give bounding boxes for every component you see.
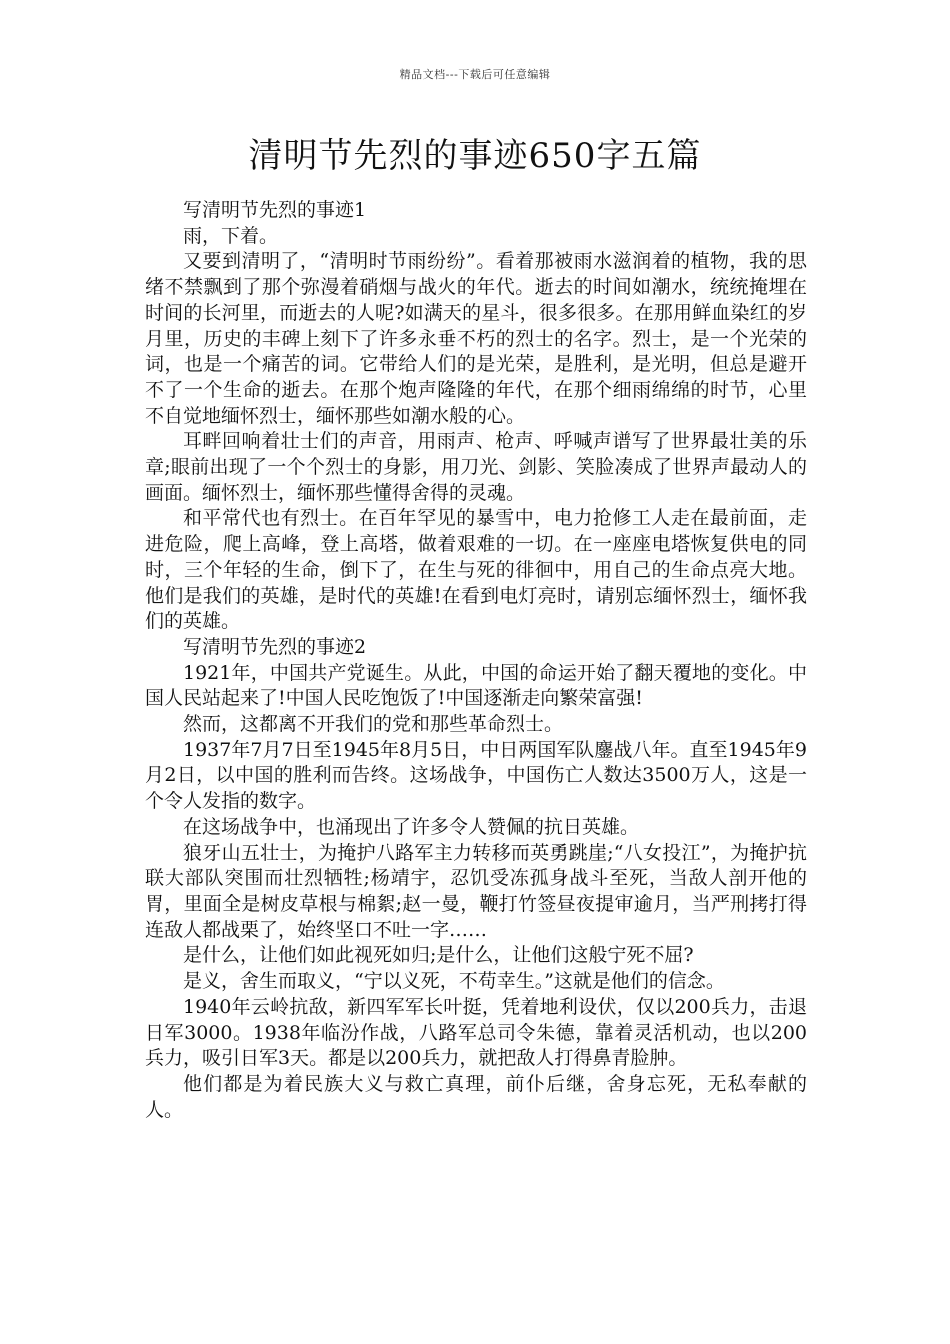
paragraph: 写清明节先烈的事迹2 (183, 635, 367, 658)
paragraph: 1937年7月7日至1945年8月5日，中日两国军队鏖战八年。直至1945年9月2日，以中国的胜利而告终。这场战争，中国伤亡人数达3500万人，这是一个令人发指的数字。 (145, 738, 807, 813)
paragraph: 1921年，中国共产党诞生。从此，中国的命运开始了翻天覆地的变化。中国人民站起来了!中国人民吃饱饭了!中国逐渐走向繁荣富强! (145, 661, 807, 710)
paragraph: 雨，下着。 (183, 224, 279, 247)
paragraph: 又要到清明了，“清明时节雨纷纷”。看着那被雨水滋润着的植物，我的思绪不禁飘到了那个弥漫着硝烟与战火的年代。逝去的时间如潮水，统统掩埋在时间的长河里，而逝去的人呢?如满天的星斗，很多很多。在那用鲜血染红的岁月里，历史的丰碑上刻下了许多永垂不朽的烈士的名字。烈士，是一个光荣的词，也是一个痛苦的词。它带给人们的是光荣，是胜利，是光明，但总是避开不了一个生命的逝去。在那个炮声隆隆的年代，在那个细雨绵绵的时节，心里不自觉地缅怀烈士，缅怀那些如潮水般的心。 (145, 250, 807, 427)
paragraph: 然而，这都离不开我们的党和那些革命烈士。 (183, 713, 564, 736)
paragraph: 1940年云岭抗敌，新四军军长叶挺，凭着地利设伏，仅以200兵力，击退日军3000。1938年临汾作战，八路军总司令朱德，靠着灵活机动，也以200兵力，吸引日军3天。都是以200兵力，就把敌人打得鼻青脸肿。 (145, 995, 807, 1070)
paragraph: 狼牙山五壮士，为掩护八路军主力转移而英勇跳崖;“八女投江”，为掩护抗联大部队突围而壮烈牺牲;杨靖宇，忍饥受冻孤身战斗至死，当敌人剖开他的胃，里面全是树皮草根与棉絮;赵一曼，鞭打竹签昼夜提审逾月，当严刑拷打得连敌人都战栗了，始终坚口不吐一字…… (145, 841, 807, 941)
paragraph: 是什么，让他们如此视死如归;是什么，让他们这般宁死不屈? (183, 944, 694, 967)
document-title: 清明节先烈的事迹650字五篇 (248, 136, 702, 176)
paragraph: 是义，舍生而取义，“宁以义死，不苟幸生。”这就是他们的信念。 (183, 970, 725, 993)
paragraph: 他们都是为着民族大义与救亡真理，前仆后继，舍身忘死，无私奉献的人。 (145, 1072, 807, 1121)
paragraph: 和平常代也有烈士。在百年罕见的暴雪中，电力抢修工人走在最前面，走进危险，爬上高峰，登上高塔，做着艰难的一切。在一座座电塔恢复供电的同时，三个年轻的生命，倒下了，在生与死的徘徊中，用自己的生命点亮大地。他们是我们的英雄，是时代的英雄!在看到电灯亮时，请别忘缅怀烈士，缅怀我们的英雄。 (145, 507, 807, 633)
header-note: 精品文档---下载后可任意编辑 (399, 68, 551, 81)
document-body (145, 198, 807, 1123)
paragraph: 写清明节先烈的事迹1 (183, 199, 367, 221)
paragraph: 在这场战争中，也涌现出了许多令人赞佩的抗日英雄。 (183, 815, 640, 838)
paragraph: 耳畔回响着壮士们的声音，用雨声、枪声、呼喊声谱写了世界最壮美的乐章;眼前出现了一个个烈士的身影，用刀光、剑影、笑脸凑成了世界声最动人的画面。缅怀烈士，缅怀那些懂得舍得的灵魂。 (145, 430, 807, 504)
